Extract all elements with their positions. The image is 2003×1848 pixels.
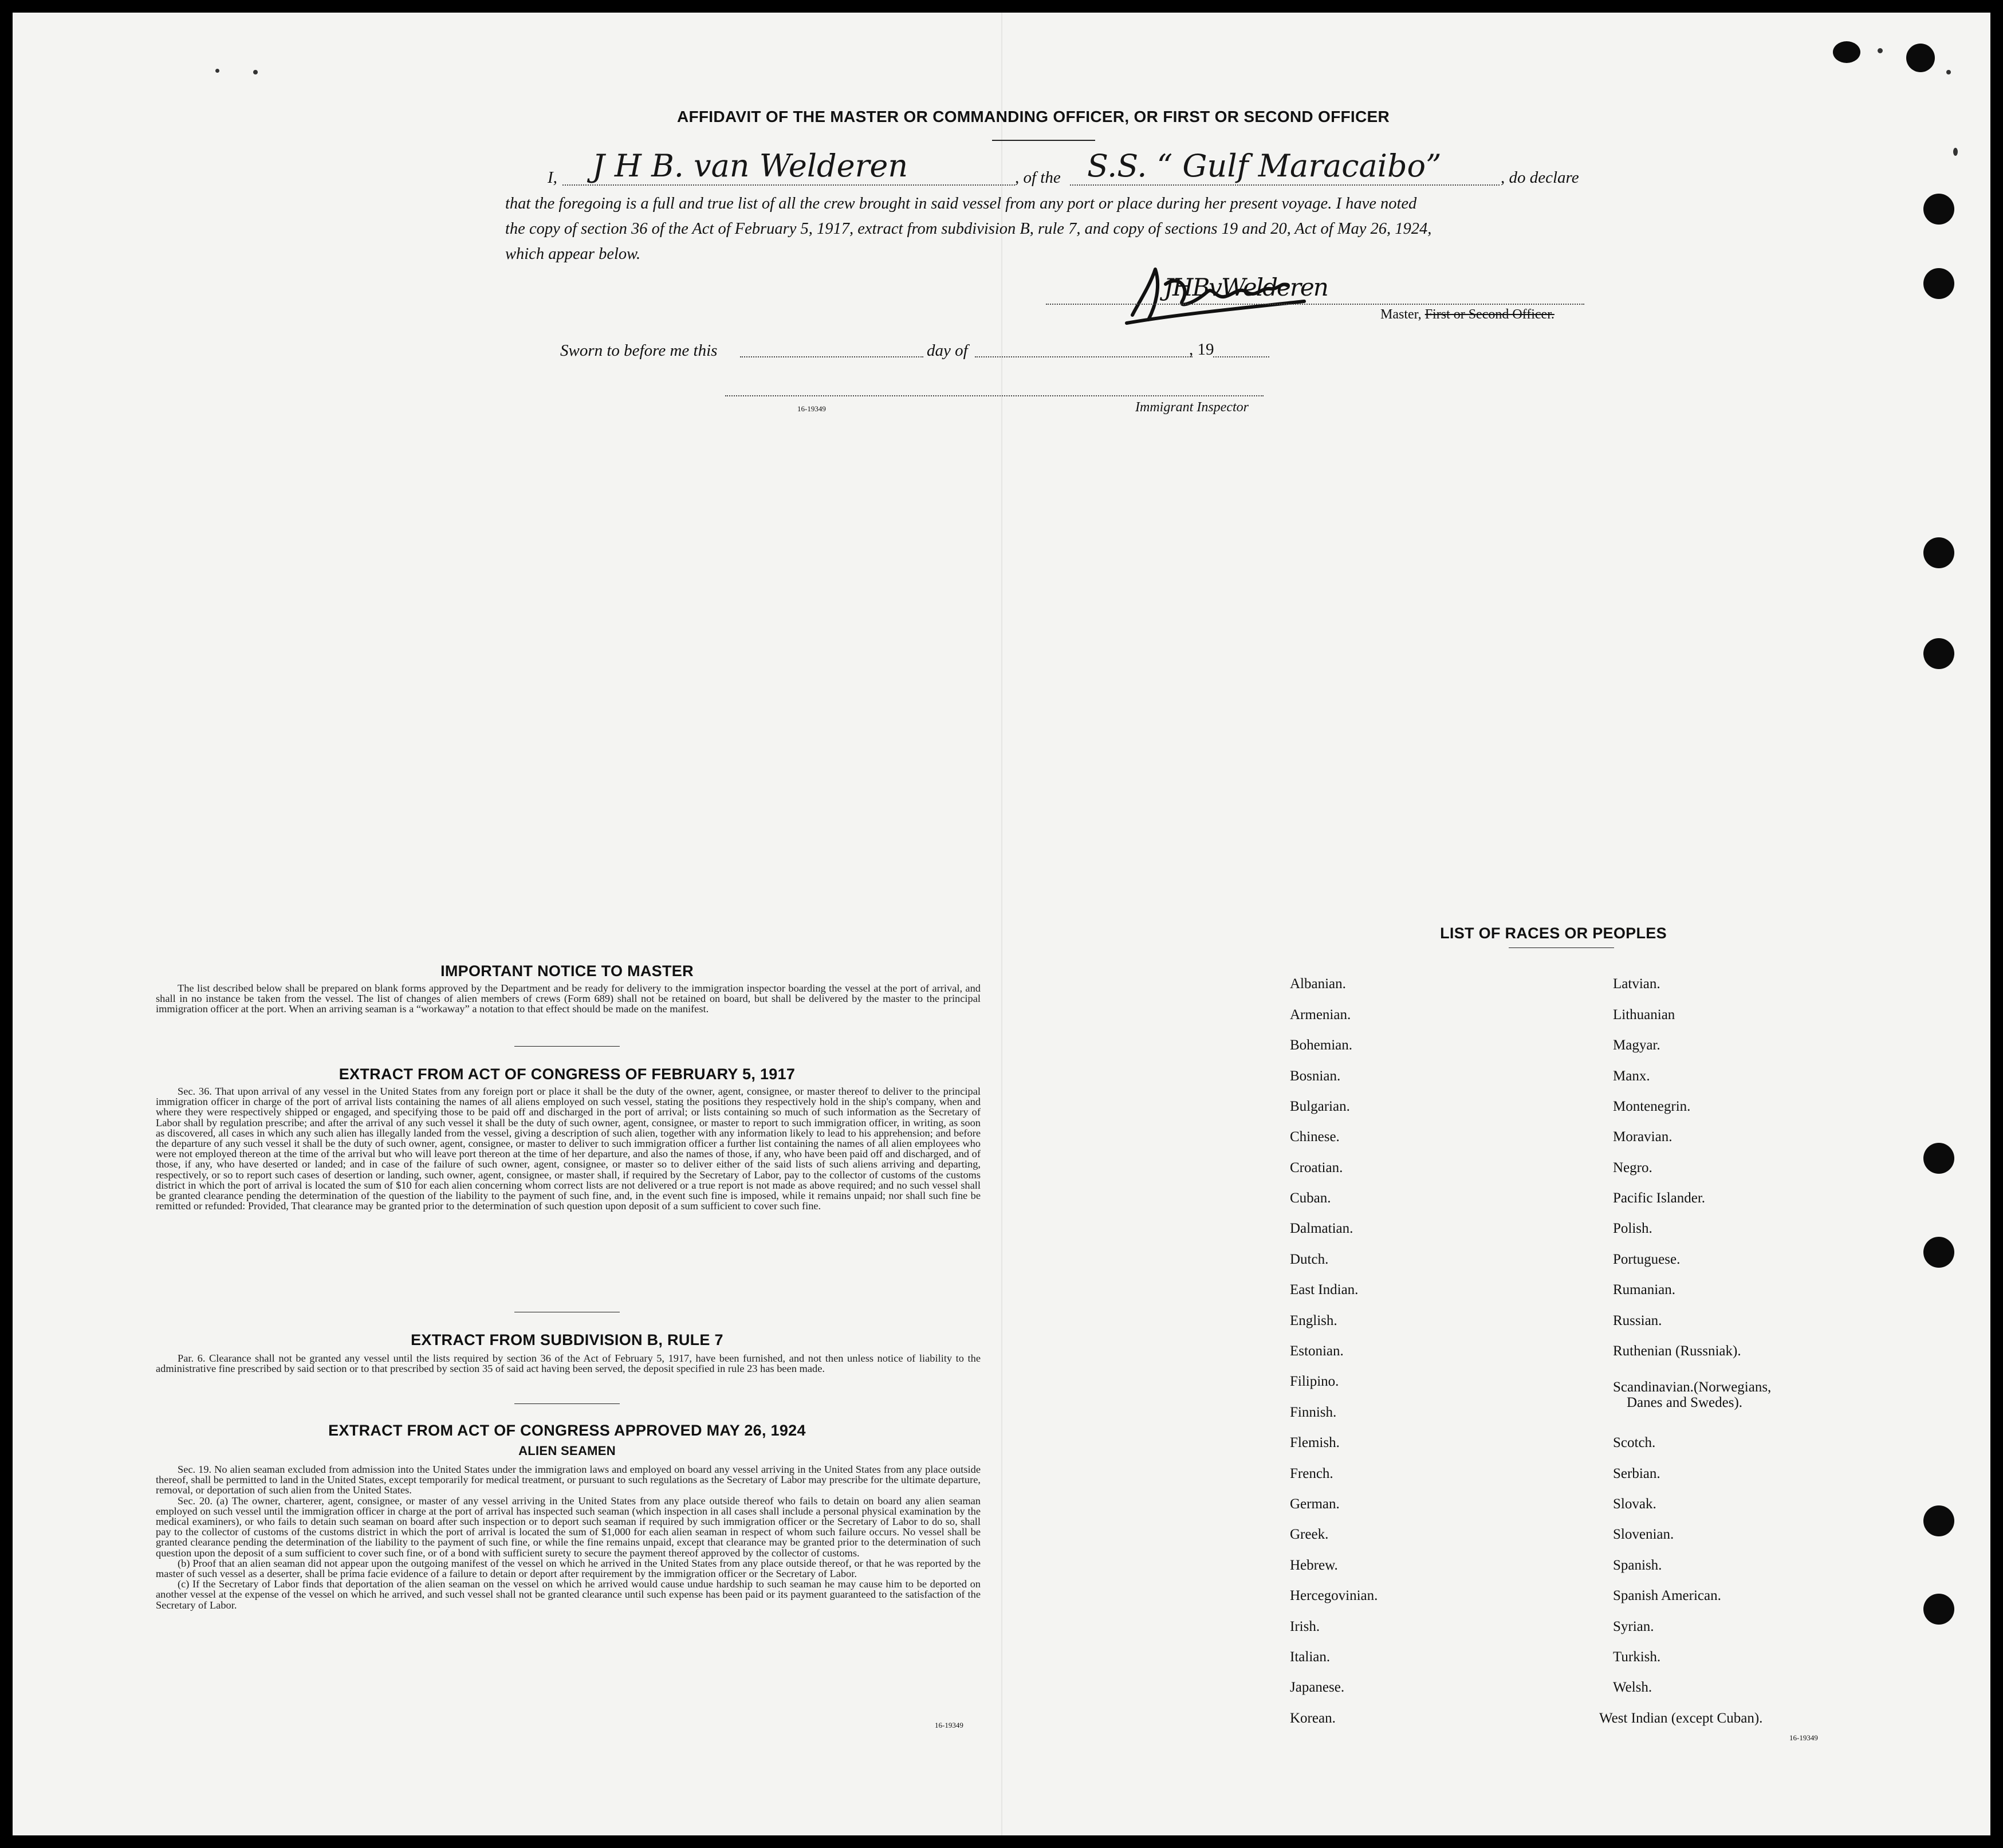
section-divider	[514, 1046, 620, 1047]
master-name: J H B. van Welderen	[592, 148, 908, 184]
speck	[1946, 70, 1951, 74]
race-item: Greek.	[1290, 1527, 1329, 1542]
race-item: English.	[1290, 1313, 1337, 1328]
sworn-label: Sworn to before me this	[560, 341, 718, 360]
affidavit-line-2: that the foregoing is a full and true list of all the crew brought in said vessel from any port or place during her present voyage. I have noted	[505, 195, 1417, 213]
sworn-month-line	[975, 356, 1193, 357]
punch-hole	[1923, 268, 1954, 299]
race-item: Serbian.	[1613, 1466, 1660, 1481]
day-of-label: day of	[927, 341, 968, 360]
race-item: Negro.	[1613, 1160, 1652, 1175]
race-item: Spanish American.	[1613, 1588, 1721, 1603]
rule-7-title: EXTRACT FROM SUBDIVISION B, RULE 7	[411, 1331, 723, 1348]
title-divider	[992, 140, 1095, 141]
race-item: Irish.	[1290, 1619, 1320, 1634]
inspector-label: Immigrant Inspector	[1135, 400, 1249, 415]
affidavit-line-4: which appear below.	[505, 245, 641, 263]
race-item: Latvian.	[1613, 976, 1660, 992]
race-item: Pacific Islander.	[1613, 1190, 1706, 1206]
race-item: Turkish.	[1613, 1649, 1661, 1665]
race-item: Spanish.	[1613, 1558, 1662, 1573]
notice-text	[156, 983, 981, 1015]
vessel-name: S.S. “ Gulf Maracaibo”	[1087, 148, 1442, 184]
race-item: Syrian.	[1613, 1619, 1654, 1634]
race-item: Moravian.	[1613, 1129, 1673, 1145]
vessel-name-line	[1070, 184, 1500, 186]
act-1924-subtitle: ALIEN SEAMEN	[518, 1444, 616, 1458]
punch-hole	[1923, 1505, 1954, 1536]
race-item: Bosnian.	[1290, 1068, 1341, 1084]
rule-7-paragraph: Par. 6. Clearance shall not be granted any vessel until the lists required by section 36 of the Act of February 5, 1917, have been furnished, and not then unless notice of liability to the administrative fine prescribed by said section or to that prescribed by section 35 of said act having been served, the deposit specified in rule 23 has been made.	[156, 1352, 981, 1375]
officer-role	[1380, 307, 1555, 323]
race-item: Ruthenian (Russniak).	[1613, 1343, 1741, 1359]
race-item: Finnish.	[1290, 1405, 1337, 1420]
speck	[215, 69, 219, 73]
race-item: Welsh.	[1613, 1680, 1652, 1695]
act-form-number: 16-19349	[935, 1721, 963, 1729]
of-the-label: , of the	[1015, 168, 1061, 187]
act-1917-title: EXTRACT FROM ACT OF CONGRESS OF FEBRUARY 5, 1917	[339, 1065, 796, 1083]
race-item: Rumanian.	[1613, 1282, 1676, 1297]
master-name-line	[562, 184, 1015, 186]
speck	[1878, 48, 1883, 53]
affidavit-i-label: I,	[548, 168, 557, 187]
race-item: German.	[1290, 1496, 1340, 1512]
punch-hole	[1923, 638, 1954, 669]
race-item: Lithuanian	[1613, 1007, 1675, 1023]
races-divider	[1509, 947, 1614, 948]
year-label: , 19	[1189, 340, 1214, 359]
act-1924-text	[156, 1464, 981, 1610]
page-fold	[1001, 13, 1002, 1835]
race-item: Bulgarian.	[1290, 1099, 1350, 1114]
race-item: Cuban.	[1290, 1190, 1331, 1206]
role-master: Master,	[1380, 307, 1422, 322]
race-item: Hebrew.	[1290, 1558, 1338, 1573]
rule-7-text	[156, 1353, 981, 1374]
race-item: Croatian.	[1290, 1160, 1343, 1175]
speck	[1953, 148, 1958, 156]
speck	[253, 70, 258, 74]
sec-19-paragraph: Sec. 19. No alien seaman excluded from admission into the United States under the immigration laws and employed on board any vessel arriving in the United States from any place outside thereof, shall be permitted to land in the United States, except temporarily for medical treatment, or pursuant to such regulations as the Secretary of Labor may prescribe for the ultimate departure, removal, or deportation of such alien from the United States.	[156, 1464, 981, 1496]
race-item: Magyar.	[1613, 1037, 1660, 1053]
race-item: Dalmatian.	[1290, 1221, 1353, 1236]
punch-hole	[1923, 537, 1954, 568]
races-title: LIST OF RACES OR PEOPLES	[1440, 925, 1667, 942]
race-item: French.	[1290, 1466, 1333, 1481]
signature-text: JHBvWelderen	[1164, 273, 1328, 301]
race-item: Italian.	[1290, 1649, 1331, 1665]
race-item: Danes and Swedes).	[1627, 1395, 1743, 1410]
act-1924-title: EXTRACT FROM ACT OF CONGRESS APPROVED MAY 26, 1924	[328, 1422, 806, 1439]
sworn-day-line	[740, 356, 923, 357]
signature-line	[1046, 304, 1584, 305]
punch-hole	[1923, 1237, 1954, 1268]
race-item: Bohemian.	[1290, 1037, 1353, 1053]
act-1917-paragraph: Sec. 36. That upon arrival of any vessel in the United States from any foreign port or place it shall be the duty of the owner, agent, consignee, or master thereof to deliver to the principal immigration officer in charge of the port of arrival lists containing the names of all aliens employed on such vessel, stating the positions they respectively hold in the ship's company, when and where they were respectively shipped or engaged, and specifying those to be paid off and discharged in the port of arrival; or lists containing so much of such information as the Secretary of Labor shall by regulation prescribe; and after the arrival of any such vessel it shall be the duty of such owner, agent, consignee, or master to report to such immigration officer, in writing, as soon as discovered, all cases in which any such alien has illegally landed from the vessel, giving a description of such alien, together with any information likely to lead to his apprehension; and before the departure of any such vessel it shall be the duty of such owner, agent, consignee, or master to deliver to such immigration officer a further list containing the names of all alien employees who were not employed thereon at the time of the arrival but who will leave port thereon at the time of her departure, and also the names of those, if any, who have been paid off and discharged, and of those, if any, who have deserted or landed; and in case of the failure of such owner, agent, consignee, or master so to deliver either of the said lists of such aliens arriving and departing, respectively, or so to report such cases of desertion or landing, such owner, agent, consignee, or master shall, if required by the Secretary of Labor, pay to the collector of customs of the customs district in which the port of arrival is located the sum of $10 for each alien concerning whom correct lists are not delivered or a true report is not made as above required; and no such vessel shall be granted clearance pending the determination of the question of the liability to the payment of such fine, and, in the event such fine is imposed, while it remains unpaid; nor shall such fine be remitted or refunded: Provided, That clearance may be granted prior to the determination of such question upon deposit of a sum sufficient to cover such fine.	[156, 1086, 981, 1212]
races-form-number: 16-19349	[1789, 1733, 1818, 1742]
sec-20c-paragraph: (c) If the Secretary of Labor finds that deportation of the alien seaman on the vessel on which he arrived would cause undue hardship to such seaman he may cause him to be deported on another vessel at the expense of the vessel on which he arrived, and such vessel shall not be granted clearance until such expense has been paid or its payment guaranteed to the satisfaction of the Secretary of Labor.	[156, 1578, 981, 1611]
race-item: Estonian.	[1290, 1343, 1344, 1359]
race-item: Portuguese.	[1613, 1252, 1681, 1267]
sec-20b-paragraph: (b) Proof that an alien seaman did not appear upon the outgoing manifest of the vessel on which he arrived in the United States from any place outside thereof, or that he was reported by the master of such vessel as a deserter, shall be prima facie evidence of a failure to detain or deport after requirement by the immigration officer or the Secretary of Labor.	[156, 1557, 981, 1580]
race-item: Manx.	[1613, 1068, 1650, 1084]
race-item: Polish.	[1613, 1221, 1652, 1236]
race-item: Slovenian.	[1613, 1527, 1674, 1542]
race-item: Japanese.	[1290, 1680, 1345, 1695]
section-divider	[514, 1403, 620, 1404]
act-1917-text	[156, 1086, 981, 1211]
race-item: Scotch.	[1613, 1435, 1656, 1450]
role-struck: First or Second Officer.	[1424, 307, 1555, 322]
race-item: West Indian (except Cuban).	[1599, 1711, 1763, 1726]
race-item: Slovak.	[1613, 1496, 1656, 1512]
race-item: Chinese.	[1290, 1129, 1340, 1145]
punch-hole	[1906, 44, 1935, 72]
race-item: Filipino.	[1290, 1374, 1339, 1389]
race-item: Hercegovinian.	[1290, 1588, 1378, 1603]
race-item: Albanian.	[1290, 976, 1346, 992]
affidavit-line-3: the copy of section 36 of the Act of February 5, 1917, extract from subdivision B, rule 7, and copy of sections 19 and 20, Act of May 26, 1924,	[505, 220, 1432, 238]
race-item: Scandinavian.(Norwegians,	[1613, 1379, 1772, 1395]
sec-20a-paragraph: Sec. 20. (a) The owner, charterer, agent, consignee, or master of any vessel arriving in the United States from any place outside thereof who fails to detain on board any alien seaman employed on such vessel until the immigration officer in charge at the port of arrival has inspected such seaman (which inspection in all cases shall include a personal physical examination by the medical examiners), or who fails to detain such seaman on board after such inspection or to deport such seaman if required by such immigration officer or the Secretary of Labor to do so, shall pay to the collector of customs of the customs district in which the port of arrival is located the sum of $1,000 for each alien seaman in respect of whom such failure occurs. No vessel shall be granted clearance pending the determination of the liability to the payment of such fine, or while the fine remains unpaid, except that clearance may be granted prior to the determination of such question upon the deposit of a sum sufficient to cover such fine, or of a bond with sufficient surety to secure the payment thereof approved by the collector of customs.	[156, 1495, 981, 1559]
document-page	[13, 13, 1990, 1835]
race-item: Montenegrin.	[1613, 1099, 1691, 1114]
affidavit-form-number: 16-19349	[797, 404, 826, 413]
race-item: Flemish.	[1290, 1435, 1340, 1450]
race-item: Korean.	[1290, 1711, 1336, 1726]
race-item: Dutch.	[1290, 1252, 1329, 1267]
punch-hole	[1923, 1594, 1954, 1625]
punch-hole	[1923, 194, 1954, 225]
punch-hole	[1833, 41, 1860, 63]
race-item: East Indian.	[1290, 1282, 1359, 1297]
do-declare-label: , do declare	[1501, 168, 1579, 187]
punch-hole	[1923, 1143, 1954, 1174]
inspector-line	[725, 395, 1264, 396]
race-item: Armenian.	[1290, 1007, 1351, 1023]
notice-paragraph: The list described below shall be prepared on blank forms approved by the Department and be ready for delivery to the immigration inspector boarding the vessel at the port of arrival, and shall in no instance be taken from the vessel. The list of changes of alien members of crews (Form 689) shall not be retained on board, but shall be delivered by the master to the principal immigration officer at the port. When an arriving seaman is a “workaway” a notation to that effect should be made on the manifest.	[156, 982, 981, 1015]
notice-title: IMPORTANT NOTICE TO MASTER	[440, 962, 694, 980]
affidavit-title: AFFIDAVIT OF THE MASTER OR COMMANDING OFFICER, OR FIRST OR SECOND OFFICER	[676, 108, 1390, 125]
race-item: Russian.	[1613, 1313, 1662, 1328]
year-line	[1213, 356, 1269, 357]
